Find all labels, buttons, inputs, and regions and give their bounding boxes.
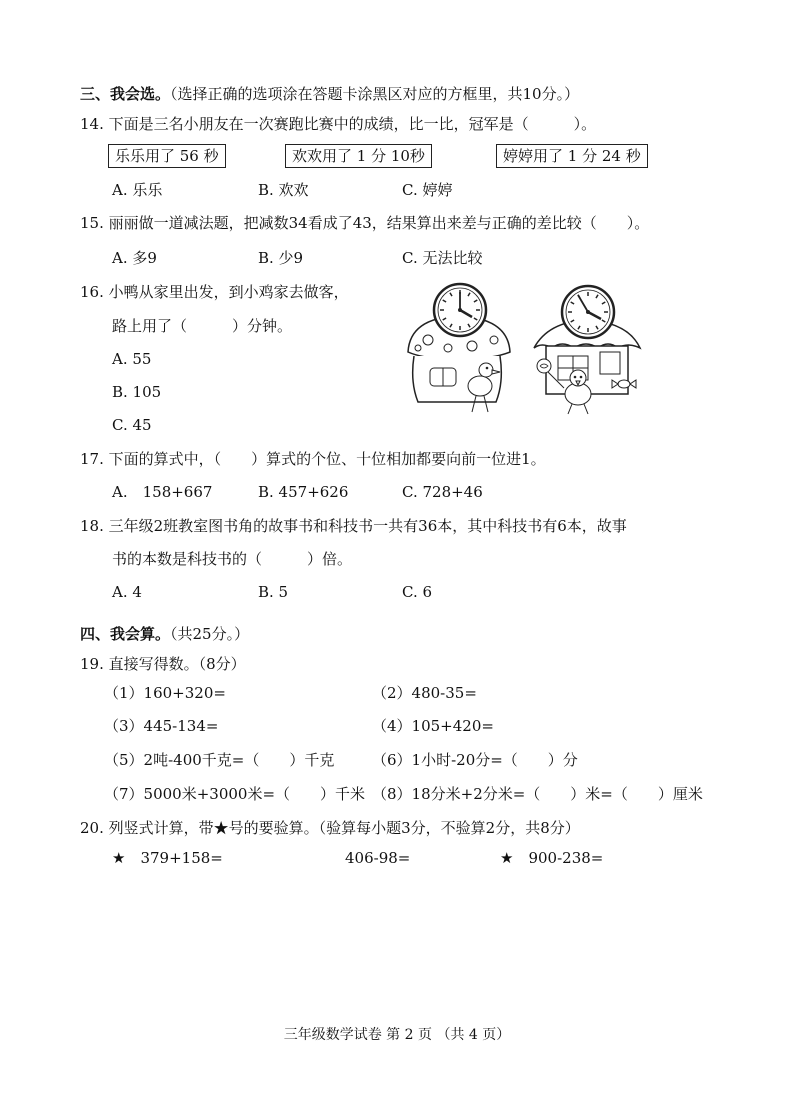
section4-title (80, 624, 249, 644)
q18-option-c[interactable]: C. 6 (402, 583, 433, 601)
section4-heading: 四、我会算。 (80, 625, 171, 643)
q16-option-a[interactable]: A. 55 (112, 350, 152, 368)
q18-option-b[interactable]: B. 5 (258, 583, 289, 601)
q14-option-a[interactable]: A. 乐乐 (112, 181, 163, 199)
q20-item-1: ★ 379+158= (112, 849, 223, 867)
q15-option-b[interactable]: B. 少9 (258, 249, 304, 267)
section3-title (80, 84, 579, 104)
q19-item-5: （5）2吨-400千克=（ ）千克 (104, 751, 335, 769)
duck-house-illustration (400, 282, 518, 418)
q16-stem-line2: 路上用了（ ）分钟。 (112, 317, 293, 335)
q17-option-a[interactable]: A. 158+667 (112, 483, 213, 501)
q19-stem: 19. 直接写得数。（8分） (80, 655, 246, 673)
q20-item-2: 406-98= (345, 849, 411, 867)
q14-box-lele: 乐乐用了 56 秒 (108, 144, 226, 168)
q20-item-3: ★ 900-238= (500, 849, 604, 867)
section3-note: （选择正确的选项涂在答题卡涂黑区对应的方框里，共10分。） (170, 85, 580, 103)
q14-stem: 14. 下面是三名小朋友在一次赛跑比赛中的成绩，比一比，冠军是（ ）。 (80, 115, 597, 133)
q19-item-3: （3）445-134= (104, 717, 219, 735)
q20-stem: 20. 列竖式计算，带★号的要验算。（验算每小题3分，不验算2分，共8分） (80, 819, 580, 837)
q17-stem: 17. 下面的算式中，（ ）算式的个位、十位相加都要向前一位进1。 (80, 450, 546, 468)
q19-item-1: （1）160+320= (104, 684, 226, 702)
q18-option-a[interactable]: A. 4 (112, 583, 142, 601)
q14-option-c[interactable]: C. 婷婷 (402, 181, 453, 199)
q19-item-4: （4）105+420= (372, 717, 494, 735)
q18-stem-line1: 18. 三年级2班教室图书角的故事书和科技书一共有36本，其中科技书有6本，故事 (80, 517, 627, 535)
q15-option-c[interactable]: C. 无法比较 (402, 249, 483, 267)
q15-stem: 15. 丽丽做一道减法题，把减数34看成了43，结果算出来差与正确的差比较（ ）。 (80, 214, 650, 232)
q18-stem-line2: 书的本数是科技书的（ ）倍。 (112, 550, 353, 568)
q19-item-6: （6）1小时-20分=（ ）分 (372, 751, 578, 769)
section3-heading: 三、我会选。 (80, 85, 171, 103)
chicken-house-illustration (528, 282, 646, 418)
q19-item-2: （2）480-35= (372, 684, 477, 702)
q14-box-huanhuan: 欢欢用了 1 分 10秒 (285, 144, 432, 168)
q17-option-c[interactable]: C. 728+46 (402, 483, 483, 501)
q16-stem-line1: 16. 小鸭从家里出发，到小鸡家去做客， (80, 283, 349, 301)
q19-item-7: （7）5000米+3000米=（ ）千米 (104, 785, 366, 803)
page-footer: 三年级数学试卷 第 2 页 （共 4 页） (283, 1027, 511, 1043)
q16-option-b[interactable]: B. 105 (112, 383, 162, 401)
q17-option-b[interactable]: B. 457+626 (258, 483, 349, 501)
q16-option-c[interactable]: C. 45 (112, 416, 152, 434)
q19-item-8: （8）18分米+2分米=（ ）米=（ ）厘米 (372, 785, 703, 803)
q14-option-b[interactable]: B. 欢欢 (258, 181, 309, 199)
q14-box-tingting: 婷婷用了 1 分 24 秒 (496, 144, 648, 168)
q15-option-a[interactable]: A. 多9 (112, 249, 157, 267)
section4-note: （共25分。） (170, 625, 250, 643)
